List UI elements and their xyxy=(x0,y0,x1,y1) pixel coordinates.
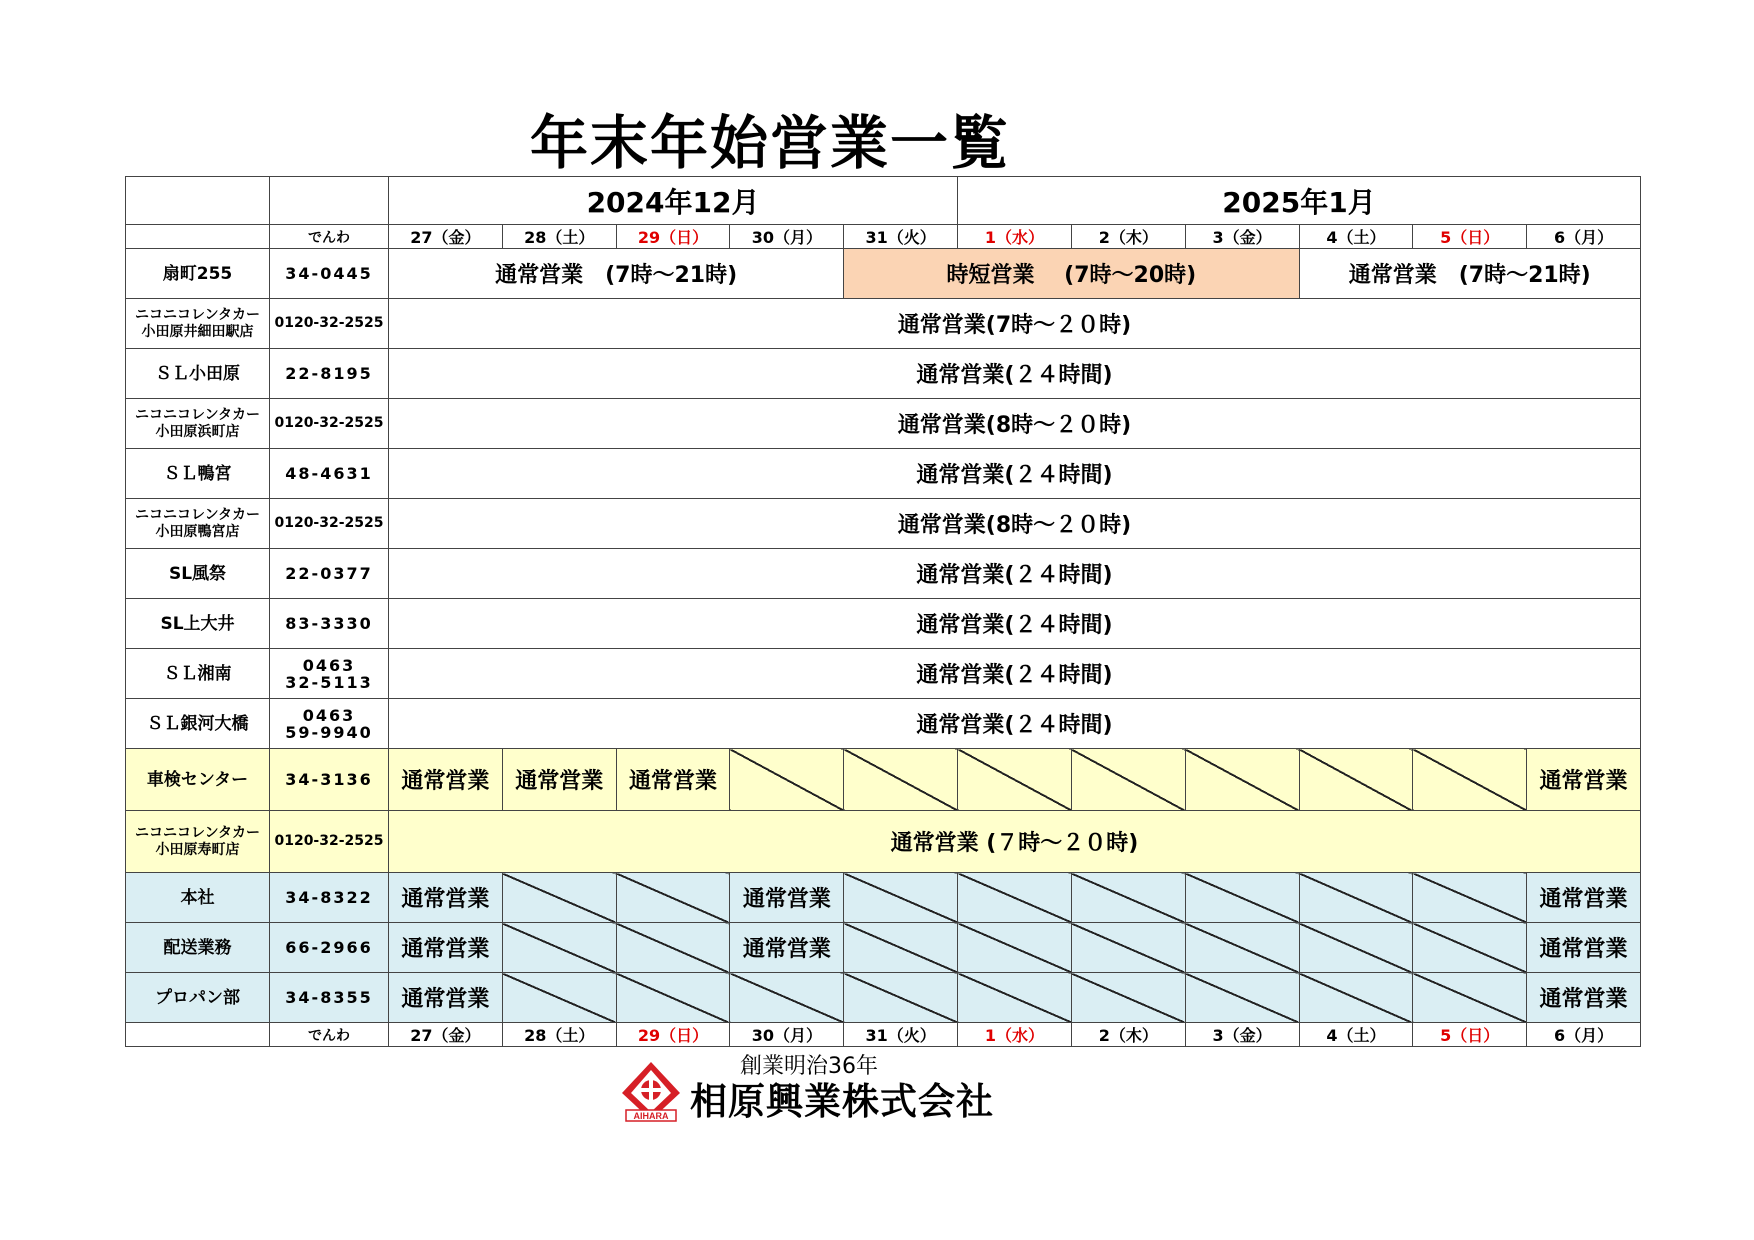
hours-span: 通常営業(２４時間) xyxy=(389,699,1641,749)
closed-day-cell xyxy=(1299,973,1413,1023)
closed-day-cell xyxy=(1071,873,1185,923)
store-name-line: 本社 xyxy=(180,887,215,908)
open-day-cell: 通常営業 xyxy=(730,923,844,973)
closed-day-cell xyxy=(844,873,958,923)
company-logo-icon xyxy=(620,1060,682,1122)
store-name-line: プロパン部 xyxy=(155,987,240,1008)
phone-number xyxy=(270,349,389,399)
store-name-line: ＳＬ鴨宮 xyxy=(163,463,232,484)
store-row xyxy=(126,299,1641,349)
day-footer-row xyxy=(126,1023,1641,1047)
phone-line: 0120-32-2525 xyxy=(274,315,384,331)
store-row xyxy=(126,923,1641,973)
day-header: 5（日） xyxy=(1413,1023,1527,1047)
store-name xyxy=(126,749,270,811)
store-name xyxy=(126,249,270,299)
day-header: 30（月） xyxy=(730,1023,844,1047)
phone-number xyxy=(270,811,389,873)
hours-span: 通常営業(２４時間) xyxy=(389,549,1641,599)
hours-span: 通常営業(２４時間) xyxy=(389,449,1641,499)
closed-day-cell xyxy=(1299,923,1413,973)
company-name: 相原興業株式会社 xyxy=(690,1080,994,1123)
store-name-line: ＳＬ銀河大橋 xyxy=(146,713,249,734)
closed-day-cell xyxy=(1299,749,1413,811)
store-name-line: 車検センター xyxy=(146,769,249,790)
schedule-table xyxy=(125,176,1641,1047)
open-day-cell: 通常営業 xyxy=(1527,749,1641,811)
open-day-cell: 通常営業 xyxy=(616,749,730,811)
closed-day-cell xyxy=(730,973,844,1023)
day-header: 31（火） xyxy=(844,225,958,249)
hours-span: 通常営業(２４時間) xyxy=(389,349,1641,399)
closed-day-cell xyxy=(730,749,844,811)
hours-span: 通常営業 (7時～21時) xyxy=(1299,249,1640,299)
day-header: 5（日） xyxy=(1413,225,1527,249)
store-name xyxy=(126,349,270,399)
store-name xyxy=(126,399,270,449)
open-day-cell: 通常営業 xyxy=(389,749,503,811)
phone-number xyxy=(270,599,389,649)
day-header: 4（土） xyxy=(1299,1023,1413,1047)
store-name-line: ニコニコレンタカー xyxy=(134,306,261,323)
phone-line: 0120-32-2525 xyxy=(274,515,384,531)
store-name-line: 扇町255 xyxy=(162,263,233,284)
closed-day-cell xyxy=(958,749,1072,811)
day-header: 30（月） xyxy=(730,225,844,249)
store-row xyxy=(126,349,1641,399)
closed-day-cell xyxy=(616,973,730,1023)
corner-cell xyxy=(126,1023,270,1047)
store-row xyxy=(126,549,1641,599)
phone-line: 22-8195 xyxy=(285,364,373,383)
phone-number xyxy=(270,399,389,449)
closed-day-cell xyxy=(1071,923,1185,973)
phone-line: 0120-32-2525 xyxy=(274,415,384,431)
day-header: 28（土） xyxy=(502,225,616,249)
closed-day-cell xyxy=(844,923,958,973)
hours-span: 通常営業(7時～２０時) xyxy=(389,299,1641,349)
closed-day-cell xyxy=(958,923,1072,973)
closed-day-cell xyxy=(1413,923,1527,973)
month-header-row xyxy=(126,177,1641,225)
day-header: 1（水） xyxy=(958,1023,1072,1047)
closed-day-cell xyxy=(1299,873,1413,923)
phone-number xyxy=(270,873,389,923)
phone-number xyxy=(270,299,389,349)
store-name-line: 小田原井細田駅店 xyxy=(141,323,254,340)
store-name xyxy=(126,923,270,973)
open-day-cell: 通常営業 xyxy=(389,923,503,973)
hours-span: 通常営業 (７時～２０時) xyxy=(389,811,1641,873)
open-day-cell: 通常営業 xyxy=(389,973,503,1023)
day-header: 27（金） xyxy=(389,225,503,249)
closed-day-cell xyxy=(1185,973,1299,1023)
hours-span: 通常営業(8時～２０時) xyxy=(389,499,1641,549)
store-name xyxy=(126,549,270,599)
phone-line: 34-8355 xyxy=(285,988,373,1007)
hours-span: 通常営業(２４時間) xyxy=(389,649,1641,699)
corner-cell xyxy=(126,177,270,225)
day-header: 3（金） xyxy=(1185,1023,1299,1047)
closed-day-cell xyxy=(502,973,616,1023)
page-title: 年末年始営業一覧 xyxy=(529,109,1010,177)
hours-span: 通常営業 (7時～21時) xyxy=(389,249,844,299)
store-name xyxy=(126,699,270,749)
day-header: 29（日） xyxy=(616,1023,730,1047)
store-name xyxy=(126,811,270,873)
phone-line: 48-4631 xyxy=(285,464,373,483)
open-day-cell: 通常営業 xyxy=(1527,873,1641,923)
phone-line: 66-2966 xyxy=(285,938,373,957)
store-row xyxy=(126,749,1641,811)
store-name xyxy=(126,649,270,699)
day-header: 3（金） xyxy=(1185,225,1299,249)
day-header: 2（木） xyxy=(1071,225,1185,249)
closed-day-cell xyxy=(1071,973,1185,1023)
closed-day-cell xyxy=(1185,749,1299,811)
phone-number xyxy=(270,749,389,811)
phone-line: 59-9940 xyxy=(285,722,373,742)
phone-number xyxy=(270,973,389,1023)
store-name xyxy=(126,599,270,649)
store-row xyxy=(126,699,1641,749)
store-name-line: ニコニコレンタカー xyxy=(134,406,261,423)
phone-number xyxy=(270,649,389,699)
phone-line: 0120-32-2525 xyxy=(274,833,384,849)
phone-line: 0463 xyxy=(302,655,356,675)
store-name xyxy=(126,499,270,549)
month-label-jan: 2025年1月 xyxy=(958,177,1641,225)
store-name-line: ニコニコレンタカー xyxy=(134,506,261,523)
day-header: 31（火） xyxy=(844,1023,958,1047)
day-header: 6（月） xyxy=(1527,1023,1641,1047)
store-row xyxy=(126,873,1641,923)
day-header: 29（日） xyxy=(616,225,730,249)
open-day-cell: 通常営業 xyxy=(1527,973,1641,1023)
corner-cell xyxy=(126,225,270,249)
company-footer xyxy=(620,1054,1040,1124)
day-header: 28（土） xyxy=(502,1023,616,1047)
closed-day-cell xyxy=(502,873,616,923)
store-name-line: 小田原鴨宮店 xyxy=(155,523,240,540)
closed-day-cell xyxy=(1413,749,1527,811)
established-text: 創業明治36年 xyxy=(740,1054,878,1079)
closed-day-cell xyxy=(844,973,958,1023)
hours-span: 通常営業(２４時間) xyxy=(389,599,1641,649)
store-row xyxy=(126,449,1641,499)
corner-cell xyxy=(270,177,389,225)
closed-day-cell xyxy=(616,923,730,973)
phone-line: 22-0377 xyxy=(285,564,373,583)
phone-line: 32-5113 xyxy=(285,672,373,692)
closed-day-cell xyxy=(1185,873,1299,923)
store-row xyxy=(126,249,1641,299)
store-row xyxy=(126,499,1641,549)
closed-day-cell xyxy=(958,873,1072,923)
store-name-line: 小田原寿町店 xyxy=(155,841,240,858)
store-name-line: SL風祭 xyxy=(168,563,227,584)
closed-day-cell xyxy=(502,923,616,973)
closed-day-cell xyxy=(958,973,1072,1023)
open-day-cell: 通常営業 xyxy=(502,749,616,811)
hours-span: 通常営業(8時～２０時) xyxy=(389,399,1641,449)
open-day-cell: 通常営業 xyxy=(730,873,844,923)
store-name-line: ＳＬ湘南 xyxy=(163,663,232,684)
closed-day-cell xyxy=(1185,923,1299,973)
phone-number xyxy=(270,499,389,549)
store-row xyxy=(126,811,1641,873)
phone-line: 34-8322 xyxy=(285,888,373,907)
store-name-line: ニコニコレンタカー xyxy=(134,824,261,841)
phone-column-header: でんわ xyxy=(270,225,389,249)
store-row xyxy=(126,399,1641,449)
day-header: 27（金） xyxy=(389,1023,503,1047)
phone-number xyxy=(270,923,389,973)
phone-column-footer: でんわ xyxy=(270,1023,389,1047)
store-name xyxy=(126,973,270,1023)
store-name xyxy=(126,873,270,923)
closed-day-cell xyxy=(844,749,958,811)
logo-text: AIHARA xyxy=(633,1111,669,1121)
phone-line: 34-3136 xyxy=(285,770,373,789)
store-row xyxy=(126,973,1641,1023)
phone-line: 83-3330 xyxy=(285,614,373,633)
day-header-row xyxy=(126,225,1641,249)
day-header: 1（水） xyxy=(958,225,1072,249)
store-name xyxy=(126,299,270,349)
closed-day-cell xyxy=(616,873,730,923)
open-day-cell: 通常営業 xyxy=(1527,923,1641,973)
store-name-line: 小田原浜町店 xyxy=(155,423,240,440)
closed-day-cell xyxy=(1071,749,1185,811)
closed-day-cell xyxy=(1413,873,1527,923)
day-header: 6（月） xyxy=(1527,225,1641,249)
hours-span: 時短営業 (7時～20時) xyxy=(844,249,1299,299)
open-day-cell: 通常営業 xyxy=(389,873,503,923)
store-name-line: SL上大井 xyxy=(160,613,235,634)
day-header: 2（木） xyxy=(1071,1023,1185,1047)
phone-number xyxy=(270,449,389,499)
store-row xyxy=(126,649,1641,699)
phone-number xyxy=(270,699,389,749)
month-label-dec: 2024年12月 xyxy=(389,177,958,225)
phone-number xyxy=(270,249,389,299)
phone-number xyxy=(270,549,389,599)
store-name-line: 配送業務 xyxy=(163,937,232,958)
store-row xyxy=(126,599,1641,649)
store-name-line: ＳＬ小田原 xyxy=(155,363,240,384)
phone-line: 34-0445 xyxy=(285,264,373,283)
phone-line: 0463 xyxy=(302,705,356,725)
closed-day-cell xyxy=(1413,973,1527,1023)
day-header: 4（土） xyxy=(1299,225,1413,249)
store-name xyxy=(126,449,270,499)
